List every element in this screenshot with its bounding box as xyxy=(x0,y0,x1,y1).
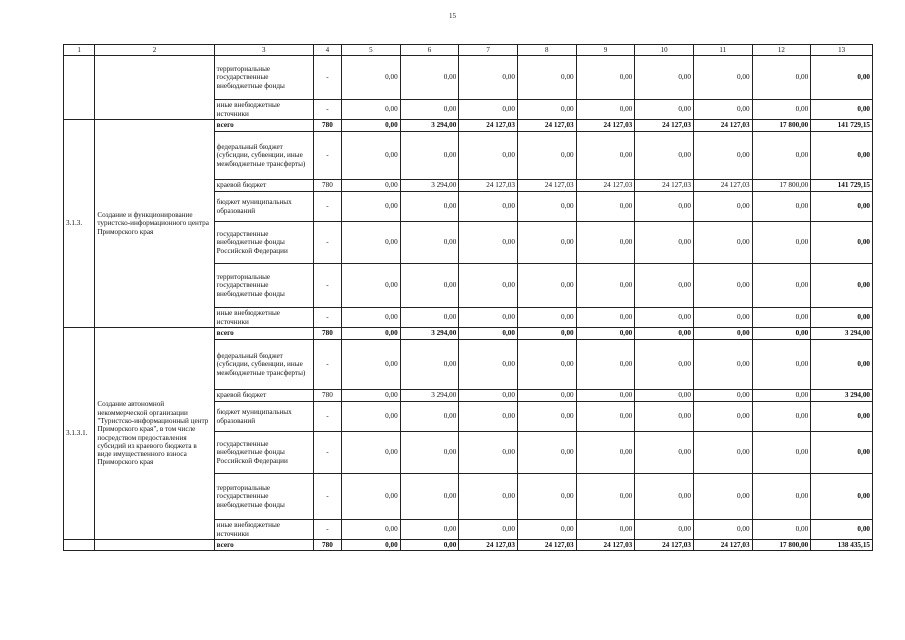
column-header-9: 9 xyxy=(576,45,635,56)
amount-value: 0,00 xyxy=(693,432,752,474)
amount-value: 0,00 xyxy=(635,520,694,540)
column-4-value: 780 xyxy=(313,540,341,551)
amount-value: 0,00 xyxy=(576,340,635,390)
amount-value: 0,00 xyxy=(400,432,459,474)
amount-value: 0,00 xyxy=(752,328,811,340)
amount-value: 24 127,03 xyxy=(576,120,635,132)
total-value: 0,00 xyxy=(811,132,873,180)
amount-value: 0,00 xyxy=(517,402,576,432)
amount-value: 0,00 xyxy=(635,474,694,520)
column-header-3: 3 xyxy=(214,45,313,56)
amount-value: 0,00 xyxy=(342,120,401,132)
amount-value: 0,00 xyxy=(459,222,518,264)
amount-value: 0,00 xyxy=(517,328,576,340)
amount-value: 0,00 xyxy=(342,56,401,100)
amount-value: 0,00 xyxy=(400,540,459,551)
amount-value: 0,00 xyxy=(517,474,576,520)
amount-value: 0,00 xyxy=(342,432,401,474)
amount-value: 0,00 xyxy=(752,192,811,222)
amount-value: 0,00 xyxy=(752,474,811,520)
amount-value: 24 127,03 xyxy=(517,120,576,132)
amount-value: 0,00 xyxy=(576,520,635,540)
amount-value: 0,00 xyxy=(400,340,459,390)
amount-value: 0,00 xyxy=(752,308,811,328)
total-value: 138 435,15 xyxy=(811,540,873,551)
amount-value: 0,00 xyxy=(400,520,459,540)
amount-value: 17 800,00 xyxy=(752,120,811,132)
amount-value: 0,00 xyxy=(459,132,518,180)
amount-value: 0,00 xyxy=(635,264,694,308)
amount-value: 0,00 xyxy=(693,192,752,222)
total-value: 3 294,00 xyxy=(811,390,873,402)
amount-value: 0,00 xyxy=(342,192,401,222)
amount-value: 0,00 xyxy=(635,308,694,328)
amount-value: 0,00 xyxy=(693,520,752,540)
amount-value: 0,00 xyxy=(752,132,811,180)
amount-value: 0,00 xyxy=(342,180,401,192)
amount-value: 0,00 xyxy=(576,308,635,328)
amount-value: 0,00 xyxy=(576,402,635,432)
amount-value: 0,00 xyxy=(635,100,694,120)
amount-value: 0,00 xyxy=(342,132,401,180)
amount-value: 24 127,03 xyxy=(693,180,752,192)
amount-value: 0,00 xyxy=(576,100,635,120)
funding-source: иные внебюджетные источники xyxy=(214,520,313,540)
amount-value: 0,00 xyxy=(400,264,459,308)
funding-source: бюджет муниципальных образований xyxy=(214,192,313,222)
item-name xyxy=(95,540,214,551)
amount-value: 0,00 xyxy=(459,474,518,520)
total-value: 0,00 xyxy=(811,340,873,390)
amount-value: 0,00 xyxy=(400,222,459,264)
amount-value: 0,00 xyxy=(693,474,752,520)
total-value: 141 729,15 xyxy=(811,120,873,132)
amount-value: 0,00 xyxy=(635,390,694,402)
amount-value: 0,00 xyxy=(517,192,576,222)
amount-value: 0,00 xyxy=(693,100,752,120)
amount-value: 0,00 xyxy=(517,308,576,328)
funding-source: федеральный бюджет (субсидии, субвенции, иные межбюджетные трансферты) xyxy=(214,132,313,180)
funding-source: всего xyxy=(214,120,313,132)
total-value: 0,00 xyxy=(811,432,873,474)
amount-value: 0,00 xyxy=(400,308,459,328)
amount-value: 0,00 xyxy=(693,308,752,328)
column-4-value: - xyxy=(313,264,341,308)
total-value: 0,00 xyxy=(811,402,873,432)
column-4-value: 780 xyxy=(313,180,341,192)
amount-value: 0,00 xyxy=(342,402,401,432)
amount-value: 3 294,00 xyxy=(400,180,459,192)
amount-value: 0,00 xyxy=(400,100,459,120)
amount-value: 0,00 xyxy=(576,192,635,222)
column-4-value: - xyxy=(313,308,341,328)
item-name: Создание и функционирование туристско-информационного центра Приморского края xyxy=(95,120,214,328)
item-code: 3.1.3. xyxy=(64,120,95,328)
budget-table xyxy=(63,44,873,551)
header-row xyxy=(64,45,873,56)
amount-value: 0,00 xyxy=(517,132,576,180)
item-code: 3.1.3.1. xyxy=(64,328,95,540)
amount-value: 0,00 xyxy=(635,432,694,474)
amount-value: 24 127,03 xyxy=(459,540,518,551)
amount-value: 0,00 xyxy=(693,56,752,100)
amount-value: 0,00 xyxy=(342,474,401,520)
amount-value: 0,00 xyxy=(693,390,752,402)
column-4-value: - xyxy=(313,100,341,120)
funding-source: иные внебюджетные источники xyxy=(214,308,313,328)
column-4-value: - xyxy=(313,520,341,540)
table-row xyxy=(64,540,873,551)
amount-value: 0,00 xyxy=(635,132,694,180)
amount-value: 0,00 xyxy=(342,340,401,390)
total-value: 0,00 xyxy=(811,100,873,120)
amount-value: 0,00 xyxy=(459,328,518,340)
column-4-value: - xyxy=(313,192,341,222)
funding-source: всего xyxy=(214,328,313,340)
funding-source: краевой бюджет xyxy=(214,390,313,402)
amount-value: 0,00 xyxy=(342,328,401,340)
amount-value: 0,00 xyxy=(342,264,401,308)
amount-value: 0,00 xyxy=(400,56,459,100)
funding-source: территориальные государственные внебюджетные фонды xyxy=(214,474,313,520)
amount-value: 24 127,03 xyxy=(635,180,694,192)
column-4-value: - xyxy=(313,340,341,390)
amount-value: 0,00 xyxy=(752,222,811,264)
column-4-value: - xyxy=(313,432,341,474)
funding-source: иные внебюджетные источники xyxy=(214,100,313,120)
amount-value: 17 800,00 xyxy=(752,540,811,551)
amount-value: 0,00 xyxy=(752,100,811,120)
amount-value: 0,00 xyxy=(635,402,694,432)
total-value: 0,00 xyxy=(811,264,873,308)
page-number: 15 xyxy=(449,12,456,20)
column-header-1: 1 xyxy=(64,45,95,56)
amount-value: 0,00 xyxy=(576,390,635,402)
amount-value: 17 800,00 xyxy=(752,180,811,192)
amount-value: 0,00 xyxy=(517,264,576,308)
column-4-value: - xyxy=(313,222,341,264)
total-value: 0,00 xyxy=(811,474,873,520)
amount-value: 0,00 xyxy=(459,432,518,474)
amount-value: 24 127,03 xyxy=(576,180,635,192)
amount-value: 0,00 xyxy=(752,402,811,432)
column-4-value: - xyxy=(313,402,341,432)
amount-value: 24 127,03 xyxy=(517,180,576,192)
amount-value: 0,00 xyxy=(459,308,518,328)
amount-value: 0,00 xyxy=(693,132,752,180)
amount-value: 0,00 xyxy=(517,56,576,100)
amount-value: 0,00 xyxy=(635,340,694,390)
item-name xyxy=(95,56,214,120)
column-4-value: - xyxy=(313,56,341,100)
amount-value: 0,00 xyxy=(459,520,518,540)
funding-source: федеральный бюджет (субсидии, субвенции, иные межбюджетные трансферты) xyxy=(214,340,313,390)
column-header-10: 10 xyxy=(635,45,694,56)
total-value: 3 294,00 xyxy=(811,328,873,340)
column-4-value: 780 xyxy=(313,328,341,340)
amount-value: 0,00 xyxy=(459,402,518,432)
amount-value: 0,00 xyxy=(576,132,635,180)
item-name: Создание автономной некоммерческой организации "Туристско-информационный центр Приморского края", в том числе посредством предоставления субсидий из краевого бюджета в виде имущественного взноса Приморского края xyxy=(95,328,214,540)
funding-source: всего xyxy=(214,540,313,551)
amount-value: 0,00 xyxy=(693,264,752,308)
amount-value: 0,00 xyxy=(693,402,752,432)
funding-source: краевой бюджет xyxy=(214,180,313,192)
table-row xyxy=(64,120,873,132)
amount-value: 24 127,03 xyxy=(635,120,694,132)
amount-value: 0,00 xyxy=(459,340,518,390)
table-row xyxy=(64,56,873,100)
column-header-12: 12 xyxy=(752,45,811,56)
amount-value: 0,00 xyxy=(342,540,401,551)
amount-value: 0,00 xyxy=(459,100,518,120)
total-value: 0,00 xyxy=(811,308,873,328)
column-4-value: 780 xyxy=(313,120,341,132)
amount-value: 24 127,03 xyxy=(693,120,752,132)
item-code xyxy=(64,56,95,120)
amount-value: 24 127,03 xyxy=(517,540,576,551)
amount-value: 3 294,00 xyxy=(400,390,459,402)
column-header-7: 7 xyxy=(459,45,518,56)
amount-value: 0,00 xyxy=(752,264,811,308)
amount-value: 0,00 xyxy=(635,222,694,264)
amount-value: 0,00 xyxy=(459,192,518,222)
funding-source: государственные внебюджетные фонды Российской Федерации xyxy=(214,222,313,264)
total-value: 0,00 xyxy=(811,520,873,540)
amount-value: 0,00 xyxy=(576,56,635,100)
amount-value: 0,00 xyxy=(635,56,694,100)
amount-value: 24 127,03 xyxy=(635,540,694,551)
total-value: 0,00 xyxy=(811,192,873,222)
amount-value: 0,00 xyxy=(576,474,635,520)
amount-value: 0,00 xyxy=(517,340,576,390)
amount-value: 0,00 xyxy=(342,308,401,328)
column-header-2: 2 xyxy=(95,45,214,56)
amount-value: 0,00 xyxy=(752,340,811,390)
amount-value: 0,00 xyxy=(517,100,576,120)
funding-source: территориальные государственные внебюджетные фонды xyxy=(214,264,313,308)
item-code xyxy=(64,540,95,551)
total-value: 141 729,15 xyxy=(811,180,873,192)
amount-value: 0,00 xyxy=(635,328,694,340)
amount-value: 0,00 xyxy=(635,192,694,222)
amount-value: 0,00 xyxy=(517,222,576,264)
amount-value: 0,00 xyxy=(459,56,518,100)
total-value: 0,00 xyxy=(811,222,873,264)
column-header-5: 5 xyxy=(342,45,401,56)
amount-value: 0,00 xyxy=(400,192,459,222)
amount-value: 0,00 xyxy=(752,56,811,100)
amount-value: 0,00 xyxy=(400,402,459,432)
column-header-4: 4 xyxy=(313,45,341,56)
amount-value: 0,00 xyxy=(576,222,635,264)
amount-value: 0,00 xyxy=(459,390,518,402)
column-header-11: 11 xyxy=(693,45,752,56)
funding-source: бюджет муниципальных образований xyxy=(214,402,313,432)
amount-value: 3 294,00 xyxy=(400,328,459,340)
amount-value: 24 127,03 xyxy=(576,540,635,551)
amount-value: 24 127,03 xyxy=(459,120,518,132)
amount-value: 3 294,00 xyxy=(400,120,459,132)
amount-value: 0,00 xyxy=(517,520,576,540)
column-4-value: - xyxy=(313,474,341,520)
column-header-6: 6 xyxy=(400,45,459,56)
column-4-value: - xyxy=(313,132,341,180)
column-header-8: 8 xyxy=(517,45,576,56)
amount-value: 0,00 xyxy=(752,432,811,474)
amount-value: 0,00 xyxy=(517,390,576,402)
amount-value: 0,00 xyxy=(400,474,459,520)
amount-value: 0,00 xyxy=(342,520,401,540)
column-4-value: 780 xyxy=(313,390,341,402)
amount-value: 0,00 xyxy=(342,222,401,264)
amount-value: 0,00 xyxy=(693,222,752,264)
amount-value: 0,00 xyxy=(693,340,752,390)
amount-value: 0,00 xyxy=(342,100,401,120)
table-row xyxy=(64,328,873,340)
amount-value: 0,00 xyxy=(752,520,811,540)
table-body xyxy=(64,56,873,551)
amount-value: 0,00 xyxy=(459,264,518,308)
amount-value: 0,00 xyxy=(342,390,401,402)
amount-value: 0,00 xyxy=(517,432,576,474)
amount-value: 0,00 xyxy=(576,432,635,474)
amount-value: 0,00 xyxy=(576,328,635,340)
funding-source: государственные внебюджетные фонды Российской Федерации xyxy=(214,432,313,474)
amount-value: 0,00 xyxy=(693,328,752,340)
amount-value: 0,00 xyxy=(400,132,459,180)
total-value: 0,00 xyxy=(811,56,873,100)
amount-value: 24 127,03 xyxy=(693,540,752,551)
funding-source: территориальные государственные внебюджетные фонды xyxy=(214,56,313,100)
amount-value: 0,00 xyxy=(752,390,811,402)
amount-value: 0,00 xyxy=(576,264,635,308)
column-header-13: 13 xyxy=(811,45,873,56)
amount-value: 24 127,03 xyxy=(459,180,518,192)
